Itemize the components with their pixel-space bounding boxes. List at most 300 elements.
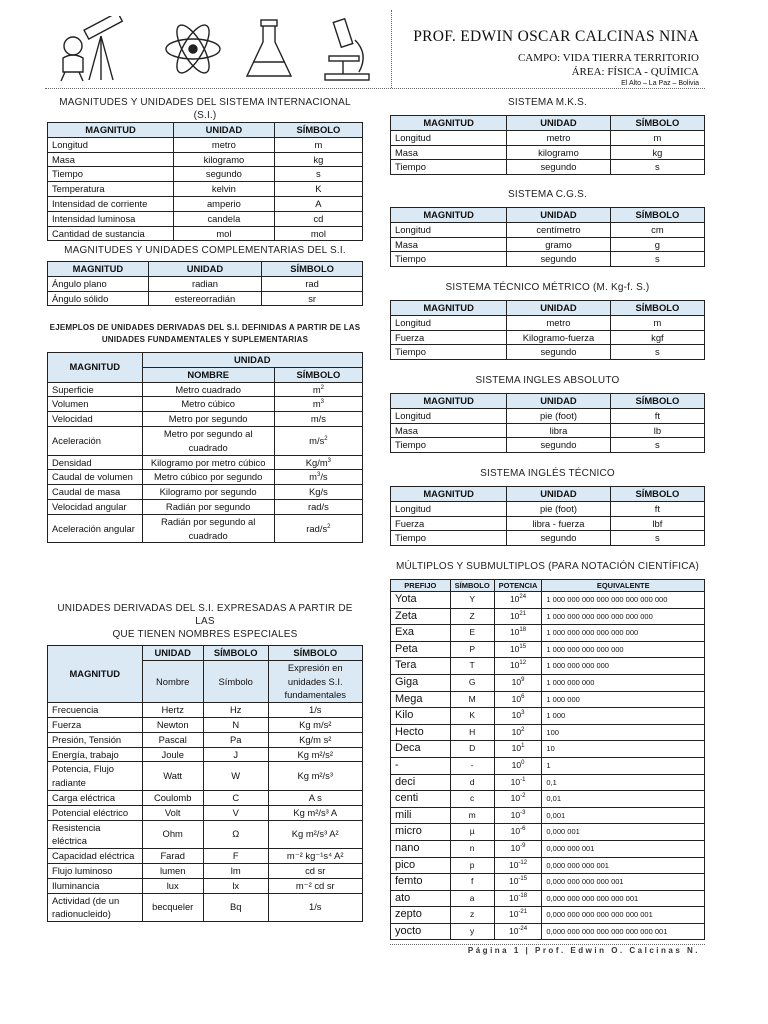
potencia-cell bbox=[494, 757, 542, 774]
simbolo-cell: p bbox=[450, 857, 494, 874]
unidad-cell: gramo bbox=[507, 237, 611, 252]
tecnico-section bbox=[390, 281, 705, 360]
magnitud-cell: Longitud bbox=[391, 501, 507, 516]
magnitud-cell: Iluminancia bbox=[48, 878, 143, 893]
simbolo-cell: K bbox=[450, 708, 494, 725]
potencia-exponent: 9 bbox=[521, 677, 525, 684]
potencia-cell bbox=[494, 824, 542, 841]
expresion-cell: 1/s bbox=[268, 703, 363, 718]
potencia-exponent: -3 bbox=[520, 809, 526, 816]
simbolo-cell: sr bbox=[262, 291, 363, 306]
author-name: PROF. EDWIN OSCAR CALCINAS NINA bbox=[413, 28, 699, 45]
simbolo-cell: a bbox=[450, 890, 494, 907]
table-row bbox=[391, 691, 705, 708]
comp-title: MAGNITUDES Y UNIDADES COMPLEMENTARIAS DEL S.I. bbox=[64, 245, 346, 256]
potencia-base: 10 bbox=[511, 726, 522, 737]
equivalente-cell: 0,001 bbox=[542, 807, 705, 824]
potencia-base: 10 bbox=[508, 859, 519, 870]
flask-illustration bbox=[241, 16, 297, 82]
table-row bbox=[391, 130, 705, 145]
ingles-tecnico-section bbox=[390, 467, 705, 546]
header-cell: MAGNITUD bbox=[391, 208, 507, 223]
unidad-cell: Farad bbox=[142, 849, 203, 864]
equivalente-cell: 0,000 001 bbox=[542, 824, 705, 841]
potencia-base: 10 bbox=[510, 826, 521, 837]
mks-section bbox=[390, 96, 705, 175]
simbolo-exponent: 3 bbox=[327, 457, 332, 464]
expresion-cell: 1/s bbox=[268, 893, 363, 922]
potencia-base: 10 bbox=[510, 793, 521, 804]
equivalente-cell: 0,000 000 000 000 000 000 000 001 bbox=[542, 923, 705, 940]
table-row bbox=[391, 674, 705, 691]
equivalente-cell: 1 000 000 bbox=[542, 691, 705, 708]
simbolo-text: rad/s bbox=[306, 522, 328, 534]
table-row bbox=[391, 531, 705, 546]
simbolo-cell: m bbox=[610, 315, 704, 330]
table-row bbox=[48, 863, 363, 878]
table-row bbox=[48, 167, 363, 182]
magnitud-cell: Fuerza bbox=[48, 717, 143, 732]
simbolo-cell: ft bbox=[610, 408, 704, 423]
header-cell: MAGNITUD bbox=[391, 487, 507, 502]
header-cell: UNIDAD bbox=[507, 116, 611, 131]
header-cell: SÍMBOLO bbox=[610, 487, 704, 502]
equivalente-cell: 1 000 000 000 bbox=[542, 674, 705, 691]
header-cell: UNIDAD bbox=[174, 123, 275, 138]
magnitud-cell: Temperatura bbox=[48, 182, 174, 197]
potencia-cell bbox=[494, 592, 542, 609]
table-row bbox=[391, 315, 705, 330]
table-row bbox=[391, 330, 705, 345]
equivalente-cell: 0,000 000 000 000 000 001 bbox=[542, 890, 705, 907]
magnitud-cell: Ángulo sólido bbox=[48, 291, 149, 306]
table-row bbox=[48, 412, 363, 427]
magnitud-cell: Masa bbox=[48, 152, 174, 167]
potencia-exponent: 1 bbox=[521, 743, 525, 750]
potencia-exponent: 0 bbox=[521, 760, 525, 767]
potencia-base: 10 bbox=[511, 676, 522, 687]
simbolo-cell: rad bbox=[262, 276, 363, 291]
simbolo-cell: H bbox=[450, 724, 494, 741]
magnitud-cell: Aceleración angular bbox=[48, 514, 143, 543]
magnitud-cell: Aceleración bbox=[48, 426, 143, 455]
table-row bbox=[48, 747, 363, 762]
simbolo-cell bbox=[274, 499, 362, 514]
page-footer: Página 1 | Prof. Edwin O. Calcinas N. bbox=[467, 946, 700, 955]
potencia-cell bbox=[494, 890, 542, 907]
expresion-cell: Kg/m s² bbox=[268, 732, 363, 747]
potencia-base: 10 bbox=[509, 643, 520, 654]
table-row bbox=[391, 423, 705, 438]
potencia-cell bbox=[494, 641, 542, 658]
simbolo-cell: Bq bbox=[203, 893, 268, 922]
cgs-section bbox=[390, 188, 705, 267]
derived-header-row bbox=[48, 353, 363, 368]
magnitud-cell: Intensidad de corriente bbox=[48, 196, 174, 211]
table-row bbox=[391, 237, 705, 252]
potencia-exponent: -15 bbox=[518, 876, 528, 883]
mks-body bbox=[391, 130, 705, 174]
header-cell: Símbolo bbox=[203, 660, 268, 702]
mks-title: SISTEMA M.K.S. bbox=[508, 97, 587, 108]
header-cell: UNIDAD bbox=[507, 394, 611, 409]
potencia-cell bbox=[494, 625, 542, 642]
potencia-cell bbox=[494, 708, 542, 725]
header-cell: MAGNITUD bbox=[391, 301, 507, 316]
header-cell: SÍMBOLO bbox=[610, 116, 704, 131]
table-row bbox=[48, 276, 363, 291]
unidad-cell: libra bbox=[507, 423, 611, 438]
potencia-cell bbox=[494, 791, 542, 808]
table-row bbox=[391, 222, 705, 237]
simbolo-cell: P bbox=[450, 641, 494, 658]
unidad-cell: metro bbox=[507, 130, 611, 145]
unidad-cell: metro bbox=[174, 137, 275, 152]
table-row bbox=[391, 890, 705, 907]
table-row bbox=[48, 762, 363, 791]
prefijo-cell: mili bbox=[391, 807, 451, 824]
equivalente-cell: 0,000 000 000 000 000 000 001 bbox=[542, 907, 705, 924]
expresion-cell: cd sr bbox=[268, 863, 363, 878]
simbolo-exponent: 2 bbox=[320, 384, 324, 391]
simbolo-cell bbox=[274, 514, 362, 543]
simbolo-cell: mol bbox=[274, 226, 362, 241]
simbolo-exponent: 3 bbox=[316, 472, 321, 479]
potencia-exponent: 18 bbox=[519, 627, 527, 634]
microscope-illustration bbox=[319, 16, 375, 82]
simbolo-tail: /s bbox=[320, 471, 328, 483]
unidad-cell: pie (foot) bbox=[507, 408, 611, 423]
magnitud-cell: Carga eléctrica bbox=[48, 790, 143, 805]
simbolo-cell: kg bbox=[274, 152, 362, 167]
table-row bbox=[48, 514, 363, 543]
magnitud-cell: Masa bbox=[391, 237, 507, 252]
magnitud-cell: Fuerza bbox=[391, 516, 507, 531]
magnitud-cell: Tiempo bbox=[391, 438, 507, 453]
magnitud-cell: Volumen bbox=[48, 397, 143, 412]
simbolo-cell: C bbox=[203, 790, 268, 805]
table-row bbox=[48, 485, 363, 500]
unidad-cell: Metro cúbico por segundo bbox=[142, 470, 274, 485]
table-row bbox=[391, 625, 705, 642]
atom-illustration bbox=[163, 16, 223, 82]
ingles-absoluto-table bbox=[390, 393, 705, 453]
unidad-cell: Radián por segundo bbox=[142, 499, 274, 514]
magnitud-cell: Frecuencia bbox=[48, 703, 143, 718]
unidad-cell: lux bbox=[142, 878, 203, 893]
derived-section bbox=[47, 322, 363, 543]
potencia-cell bbox=[494, 674, 542, 691]
potencia-exponent: 6 bbox=[521, 693, 525, 700]
table-row bbox=[391, 907, 705, 924]
simbolo-text: m/s bbox=[309, 434, 325, 446]
location-label: El Alto – La Paz – Bolivia bbox=[621, 80, 699, 87]
simbolo-cell: Ω bbox=[203, 820, 268, 849]
table-row bbox=[391, 807, 705, 824]
unidad-cell: kilogramo bbox=[507, 145, 611, 160]
potencia-base: 10 bbox=[509, 660, 520, 671]
unidad-cell: kilogramo bbox=[174, 152, 275, 167]
special-title-1: UNIDADES DERIVADAS DEL S.I. EXPRESADAS A PARTIR DE LAS bbox=[57, 603, 353, 627]
potencia-exponent: 24 bbox=[519, 594, 527, 601]
equivalente-cell: 100 bbox=[542, 724, 705, 741]
mks-header-row bbox=[391, 116, 705, 131]
unidad-cell: Radián por segundo al cuadrado bbox=[142, 514, 274, 543]
simbolo-cell: Y bbox=[450, 592, 494, 609]
comp-body bbox=[48, 276, 363, 306]
magnitud-cell: Potencial eléctrico bbox=[48, 805, 143, 820]
potencia-exponent: -21 bbox=[518, 909, 528, 916]
expresion-cell: m⁻² cd sr bbox=[268, 878, 363, 893]
magnitud-cell: Longitud bbox=[391, 408, 507, 423]
magnitud-cell: Longitud bbox=[391, 130, 507, 145]
prefijo-cell: Giga bbox=[391, 674, 451, 691]
simbolo-cell: d bbox=[450, 774, 494, 791]
table-row bbox=[391, 641, 705, 658]
table-row bbox=[48, 291, 363, 306]
simbolo-cell: y bbox=[450, 923, 494, 940]
header-cell: UNIDAD bbox=[507, 487, 611, 502]
simbolo-cell: J bbox=[203, 747, 268, 762]
unidad-cell: Metro cúbico bbox=[142, 397, 274, 412]
derived-table bbox=[47, 352, 363, 543]
magnitud-cell: Resistencia eléctrica bbox=[48, 820, 143, 849]
cgs-title: SISTEMA C.G.S. bbox=[508, 189, 587, 200]
magnitud-cell: Intensidad luminosa bbox=[48, 211, 174, 226]
unidad-cell: segundo bbox=[507, 252, 611, 267]
expresion-cell: Kg m²/s³ A bbox=[268, 805, 363, 820]
unidad-cell: segundo bbox=[174, 167, 275, 182]
magnitud-cell: Actividad (de un radionucleido) bbox=[48, 893, 143, 922]
prefijo-cell: femto bbox=[391, 874, 451, 891]
unidad-cell: lumen bbox=[142, 863, 203, 878]
expresion-cell: Kg m/s² bbox=[268, 717, 363, 732]
table-row bbox=[391, 824, 705, 841]
ingles-absoluto-header-row bbox=[391, 394, 705, 409]
comp-table bbox=[47, 261, 363, 306]
derived-body bbox=[48, 382, 363, 543]
header-cell: UNIDAD bbox=[507, 208, 611, 223]
header-cell: SÍMBOLO bbox=[262, 262, 363, 277]
potencia-cell bbox=[494, 741, 542, 758]
simbolo-cell bbox=[274, 470, 362, 485]
potencia-base: 10 bbox=[509, 627, 520, 638]
ingles-tecnico-body bbox=[391, 501, 705, 545]
potencia-base: 10 bbox=[508, 925, 519, 936]
table-row bbox=[48, 893, 363, 922]
magnitud-cell: Tiempo bbox=[391, 160, 507, 175]
potencia-exponent: -12 bbox=[518, 859, 528, 866]
magnitud-cell: Tiempo bbox=[391, 531, 507, 546]
simbolo-cell bbox=[274, 382, 362, 397]
mks-table bbox=[390, 115, 705, 175]
multiples-header-row bbox=[391, 580, 705, 592]
potencia-cell bbox=[494, 658, 542, 675]
prefijo-cell: - bbox=[391, 757, 451, 774]
header-cell: Nombre bbox=[142, 660, 203, 702]
tecnico-header-row bbox=[391, 301, 705, 316]
multiples-table bbox=[390, 579, 705, 940]
simbolo-cell: K bbox=[274, 182, 362, 197]
simbolo-cell: m bbox=[274, 137, 362, 152]
campo-label: CAMPO: VIDA TIERRA TERRITORIO bbox=[517, 52, 699, 64]
si-body bbox=[48, 137, 363, 241]
multiples-section bbox=[390, 560, 705, 940]
simbolo-cell: f bbox=[450, 874, 494, 891]
potencia-base: 10 bbox=[510, 809, 521, 820]
header-rule bbox=[45, 88, 705, 89]
potencia-cell bbox=[494, 608, 542, 625]
table-row bbox=[391, 438, 705, 453]
derived-title-2: UNIDADES FUNDAMENTALES Y SUPLEMENTARIAS bbox=[101, 335, 309, 344]
tecnico-body bbox=[391, 315, 705, 359]
simbolo-text: m bbox=[312, 383, 321, 395]
table-row bbox=[391, 923, 705, 940]
header-cell: PREFIJO bbox=[391, 580, 451, 592]
table-row bbox=[391, 658, 705, 675]
prefijo-cell: yocto bbox=[391, 923, 451, 940]
simbolo-cell: W bbox=[203, 762, 268, 791]
table-row bbox=[48, 137, 363, 152]
header-divider bbox=[391, 10, 392, 88]
unidad-cell: Kilogramo por segundo bbox=[142, 485, 274, 500]
potencia-exponent: -2 bbox=[520, 793, 526, 800]
unidad-cell: Hertz bbox=[142, 703, 203, 718]
unidad-cell: Metro por segundo bbox=[142, 412, 274, 427]
equivalente-cell: 1 000 000 000 000 000 000 bbox=[542, 625, 705, 642]
unidad-cell: metro bbox=[507, 315, 611, 330]
equivalente-cell: 1 bbox=[542, 757, 705, 774]
unidad-cell: libra - fuerza bbox=[507, 516, 611, 531]
prefijo-cell: Deca bbox=[391, 741, 451, 758]
header-cell: UNIDAD bbox=[148, 262, 261, 277]
prefijo-cell: nano bbox=[391, 840, 451, 857]
prefijo-cell: Yota bbox=[391, 592, 451, 609]
header-cell: Expresión en unidades S.I. fundamentales bbox=[268, 660, 363, 702]
expresion-cell: Kg m²/s³ A² bbox=[268, 820, 363, 849]
simbolo-cell: V bbox=[203, 805, 268, 820]
cgs-header-row bbox=[391, 208, 705, 223]
table-row bbox=[391, 840, 705, 857]
header-cell: MAGNITUD bbox=[391, 394, 507, 409]
potencia-base: 10 bbox=[508, 909, 519, 920]
table-row bbox=[48, 703, 363, 718]
simbolo-cell bbox=[274, 397, 362, 412]
header-cell: SÍMBOLO bbox=[268, 646, 363, 661]
header-cell: UNIDAD bbox=[142, 646, 203, 661]
simbolo-cell: M bbox=[450, 691, 494, 708]
potencia-base: 10 bbox=[510, 842, 521, 853]
table-row bbox=[48, 426, 363, 455]
simbolo-cell: lx bbox=[203, 878, 268, 893]
table-row bbox=[48, 499, 363, 514]
potencia-exponent: -1 bbox=[520, 776, 526, 783]
potencia-base: 10 bbox=[508, 876, 519, 887]
equivalente-cell: 1 000 000 000 000 000 bbox=[542, 641, 705, 658]
table-row bbox=[391, 516, 705, 531]
prefijo-cell: deci bbox=[391, 774, 451, 791]
prefijo-cell: Exa bbox=[391, 625, 451, 642]
magnitud-cell: Ángulo plano bbox=[48, 276, 149, 291]
simbolo-cell: T bbox=[450, 658, 494, 675]
prefijo-cell: Peta bbox=[391, 641, 451, 658]
potencia-cell bbox=[494, 691, 542, 708]
table-row bbox=[391, 791, 705, 808]
special-header-row bbox=[48, 646, 363, 661]
comp-header-row bbox=[48, 262, 363, 277]
table-row bbox=[391, 345, 705, 360]
simbolo-cell: - bbox=[450, 757, 494, 774]
comp-section bbox=[47, 244, 363, 306]
simbolo-cell: Pa bbox=[203, 732, 268, 747]
potencia-cell bbox=[494, 807, 542, 824]
magnitud-cell: Flujo luminoso bbox=[48, 863, 143, 878]
header-cell: SÍMBOLO bbox=[610, 208, 704, 223]
simbolo-cell: lm bbox=[203, 863, 268, 878]
ingles-absoluto-title: SISTEMA INGLES ABSOLUTO bbox=[475, 375, 620, 386]
expresion-cell: m⁻² kg⁻¹s⁴ A² bbox=[268, 849, 363, 864]
potencia-cell bbox=[494, 874, 542, 891]
unidad-cell: segundo bbox=[507, 160, 611, 175]
magnitud-cell: Masa bbox=[391, 423, 507, 438]
prefijo-cell: Hecto bbox=[391, 724, 451, 741]
header-cell: MAGNITUD bbox=[48, 123, 174, 138]
simbolo-cell: F bbox=[203, 849, 268, 864]
simbolo-cell: cm bbox=[610, 222, 704, 237]
potencia-base: 10 bbox=[508, 892, 519, 903]
table-row bbox=[48, 182, 363, 197]
simbolo-cell: lbf bbox=[610, 516, 704, 531]
cgs-body bbox=[391, 222, 705, 266]
table-row bbox=[48, 211, 363, 226]
unidad-cell: candela bbox=[174, 211, 275, 226]
simbolo-exponent: 2 bbox=[324, 435, 328, 442]
magnitud-cell: Energía, trabajo bbox=[48, 747, 143, 762]
potencia-base: 10 bbox=[511, 759, 522, 770]
prefijo-cell: centi bbox=[391, 791, 451, 808]
table-row bbox=[48, 226, 363, 241]
simbolo-cell: ft bbox=[610, 501, 704, 516]
simbolo-cell: m bbox=[450, 807, 494, 824]
magnitud-cell: Tiempo bbox=[391, 345, 507, 360]
table-row bbox=[391, 145, 705, 160]
potencia-cell bbox=[494, 907, 542, 924]
expresion-cell: A s bbox=[268, 790, 363, 805]
si-title: MAGNITUDES Y UNIDADES DEL SISTEMA INTERNACIONAL (S.I.) bbox=[59, 97, 351, 121]
table-row bbox=[48, 820, 363, 849]
magnitud-cell: Presión, Tensión bbox=[48, 732, 143, 747]
unidad-cell: Newton bbox=[142, 717, 203, 732]
potencia-exponent: -18 bbox=[518, 892, 528, 899]
potencia-base: 10 bbox=[511, 743, 522, 754]
table-row bbox=[48, 470, 363, 485]
simbolo-text: m/s bbox=[310, 413, 326, 425]
magnitud-cell: Tiempo bbox=[391, 252, 507, 267]
header-cell: UNIDAD bbox=[142, 353, 363, 368]
prefijo-cell: ato bbox=[391, 890, 451, 907]
unidad-cell: Joule bbox=[142, 747, 203, 762]
simbolo-text: m bbox=[312, 398, 321, 410]
simbolo-cell: s bbox=[610, 345, 704, 360]
simbolo-cell: s bbox=[274, 167, 362, 182]
table-row bbox=[48, 849, 363, 864]
unidad-cell: Kilogramo-fuerza bbox=[507, 330, 611, 345]
simbolo-cell: c bbox=[450, 791, 494, 808]
table-row bbox=[391, 608, 705, 625]
magnitud-cell: Fuerza bbox=[391, 330, 507, 345]
unidad-cell: Ohm bbox=[142, 820, 203, 849]
equivalente-cell: 0,01 bbox=[542, 791, 705, 808]
